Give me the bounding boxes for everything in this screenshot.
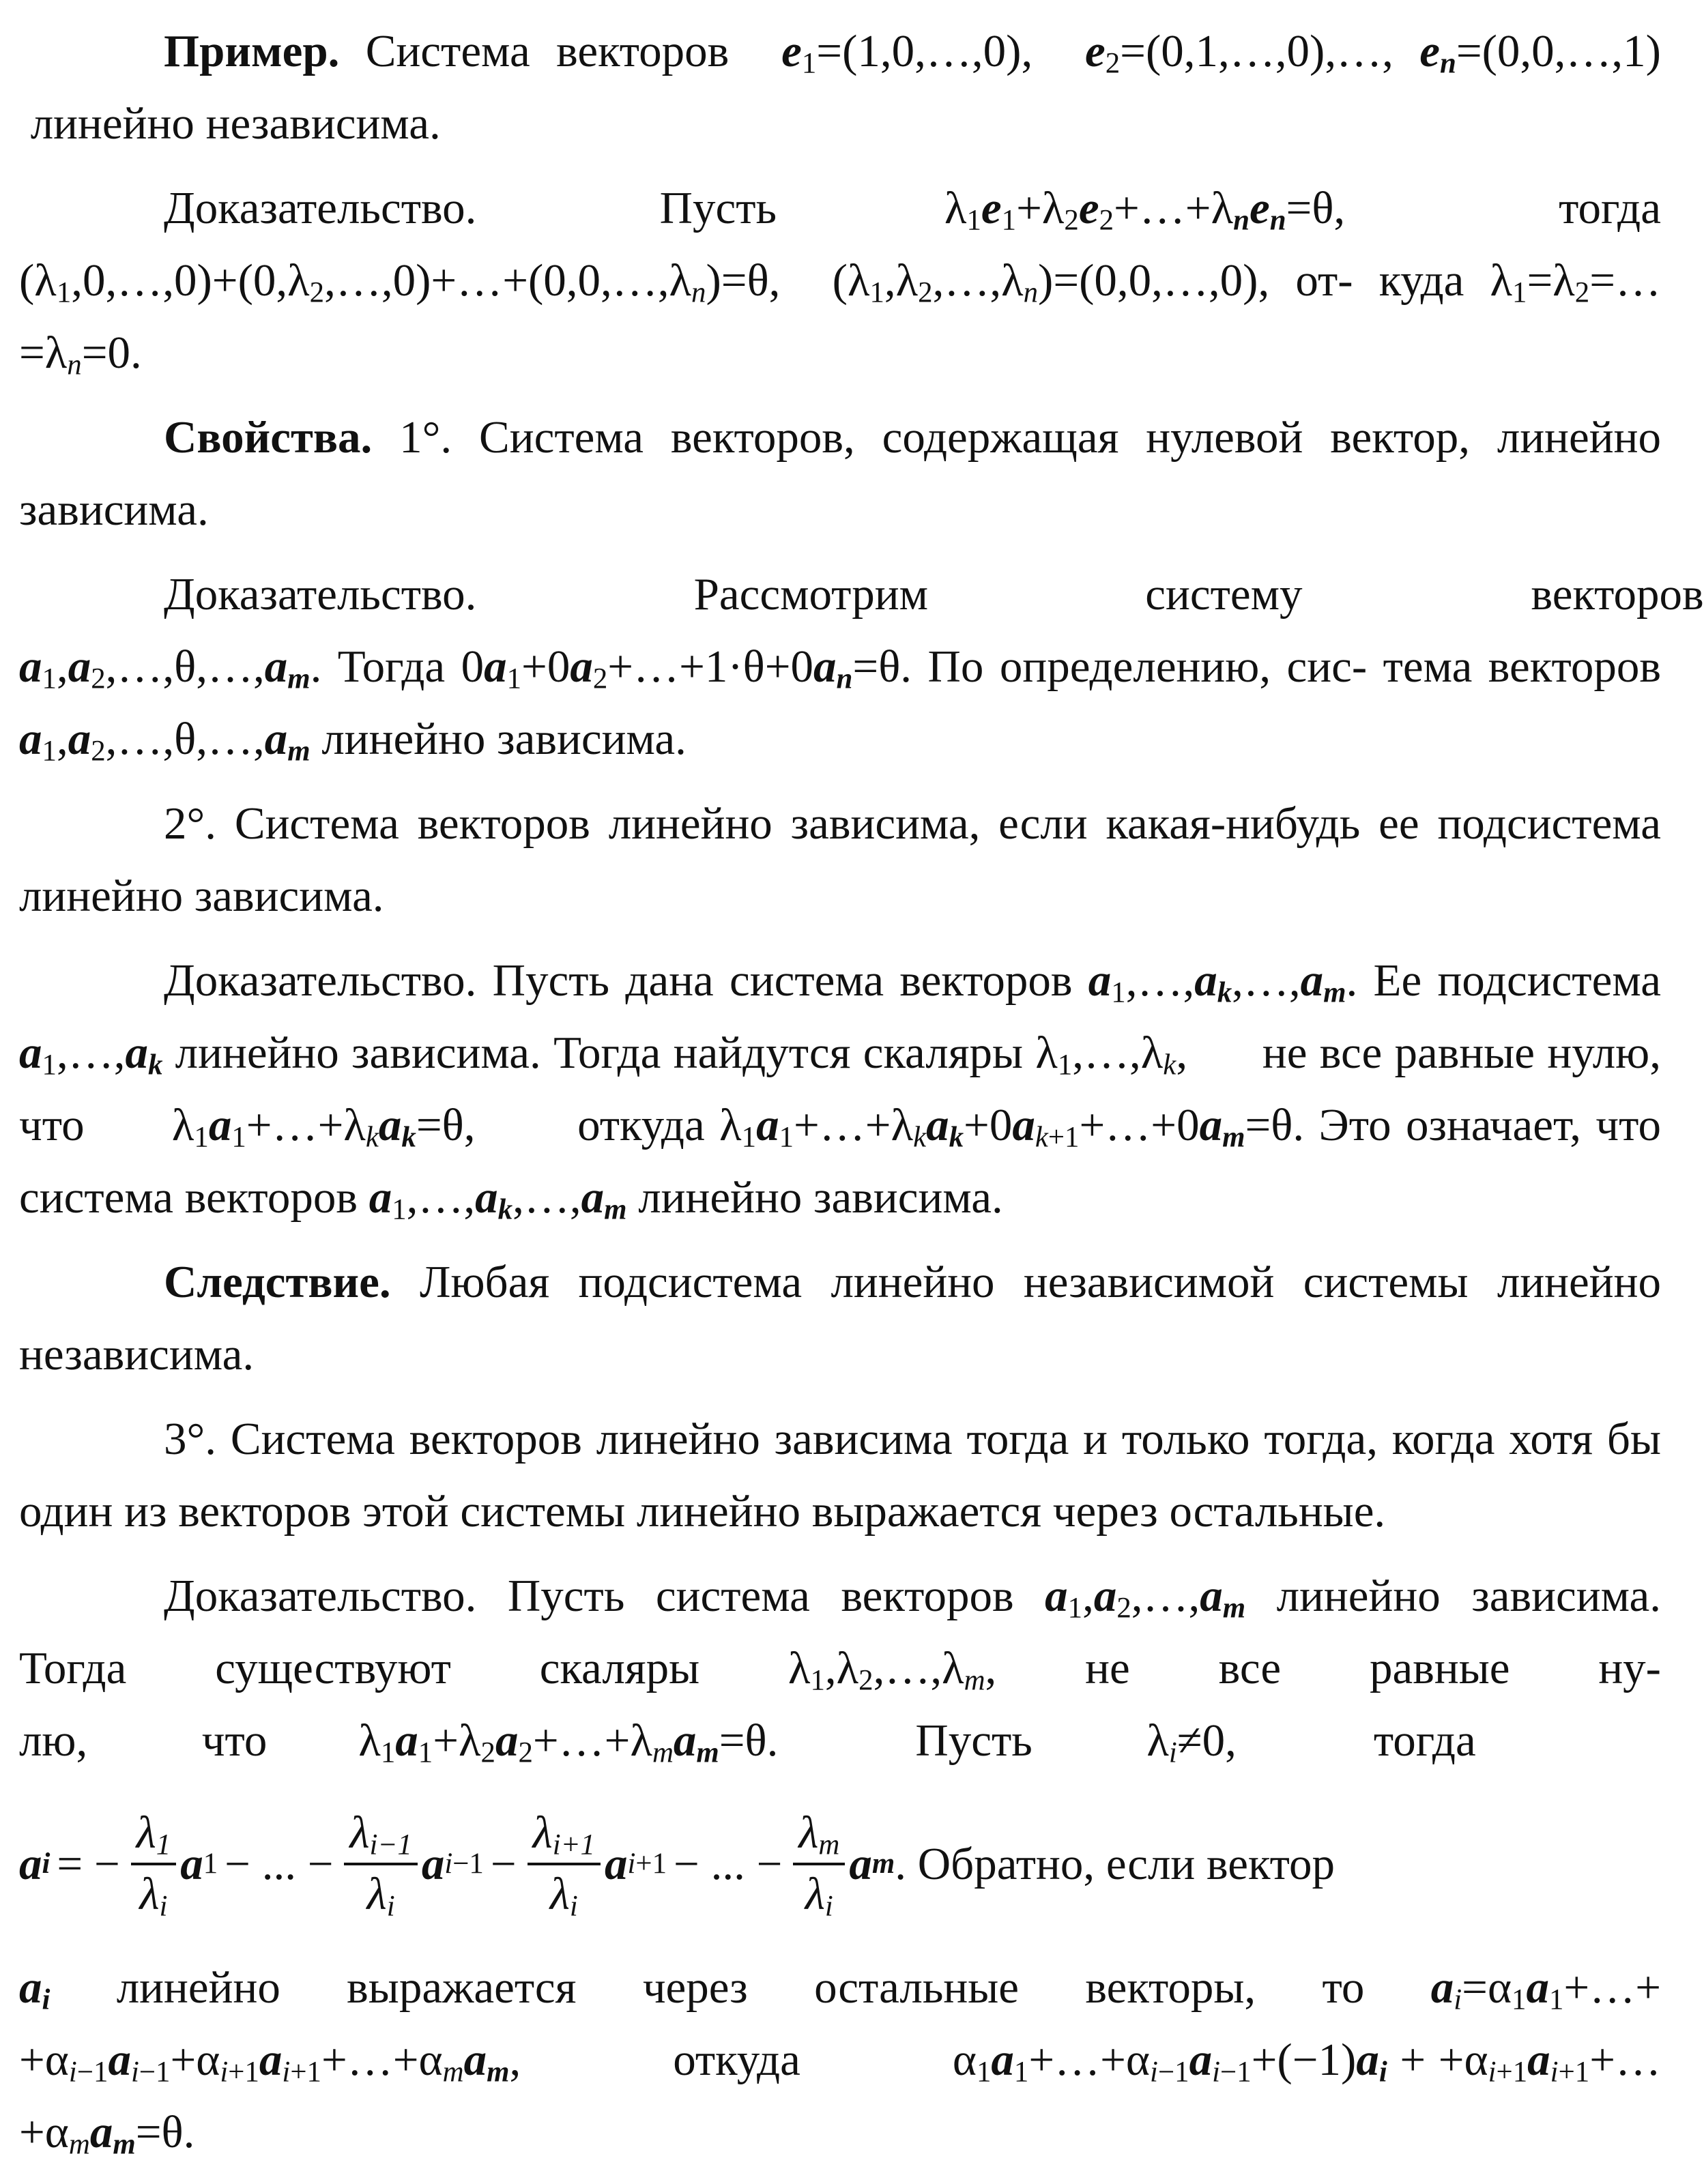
proof4-tail-paragraph: $a_i$ линейно выражается через остальные векторы, то $a_i=\alpha_1a_1+\dots+$ $+\alpha_{i-1}a_{i-1}+\alpha_{i+1}a_{i+1}+\dots+\alpha_ma_m$, откуда $\alpha_1a_1+\dots+\alpha_{i-1}a_{i-1}+(-1)a_i$ + $+\alpha_{i+1}a_{i+1}+\dots+\alpha_ma_m=\theta$. [19, 1962, 1661, 2161]
proof4-whence: откуда [673, 2035, 800, 2085]
proof1-lead: Пусть [659, 183, 777, 233]
proof2-by-def: . По определению, сис- [900, 641, 1368, 692]
proof4-let: Пусть [915, 1715, 1032, 1766]
proof2-system2: тема векторов [1383, 641, 1661, 692]
proof4-then: тогда [1373, 1715, 1476, 1766]
corollary-heading: Следствие. [164, 1257, 391, 1307]
proof3-whence: откуда [562, 1100, 705, 1150]
proof1-tail-word: от- [1295, 255, 1353, 306]
proof4-not-all: не все равные ну- [996, 1643, 1661, 1693]
proof4-then-exist: зависима. Тогда существуют скаляры [19, 1571, 1661, 1693]
example-heading: Пример. [164, 26, 340, 76]
proof1-label: Доказательство. [164, 183, 477, 233]
proof2-label: Доказательство. [164, 569, 477, 620]
proof3-intro: Доказательство. Пусть дана система векторов [164, 955, 1088, 1006]
proof2-vectors: векторов [1531, 569, 1704, 620]
proof4-conversely: . Обратно, если вектор [895, 1839, 1335, 1889]
formula-ai: a i = − $\frac{\lambda_1}{\lambda_i}$ a 1 − ... − $\frac{\lambda_{i-1}}{\lambda_i}$ a i −1 − $\frac{\lambda_{i+1}}{\lambda_i}$ a i +1 − ... − $\frac{\lambda_m}{\lambda_i}$ a m . Обратно, если вектор [19, 1807, 1335, 1923]
properties-heading: Свойства. [164, 412, 373, 463]
proof1-then: тогда [1559, 183, 1661, 233]
proof2-paragraph: Доказательство. Рассмотрим систему векторов $a_1,a_2,\dots,\theta,\dots,a_m$. Тогда $0a_1+0a_2+\dots+1\cdot\theta+0a_n=\theta$. По определению, сис- тема векторов $a_1,a_2,\dots,\theta,\dots,a_m$ линейно зависима. [19, 569, 1704, 768]
property2-paragraph: 2°. Система векторов линейно зависима, если какая-нибудь ее подсистема линейно зависима. [19, 798, 1661, 921]
proof2-consider: Рассмотрим [693, 569, 928, 620]
proof4-that: что [201, 1715, 268, 1766]
proof4-paragraph: Доказательство. Пусть система векторов $a_1,a_2,\dots,a_m$ линейно зависима. Тогда существуют скаляры $\lambda_1,\lambda_2,\dots,\lambda_m$, не все равные ну- лю, что $\lambda_1a_1+\lambda_2a_2+\dots+\lambda_ma_m=\theta$. Пусть $\lambda_i\ne 0$, тогда [19, 1571, 1661, 1769]
corollary-text: Любая подсистема линейно независимой системы линейно независима. [19, 1257, 1661, 1380]
proof2-system: систему [1145, 569, 1303, 620]
proof3-means: . Это означает, что система векторов [19, 1100, 1661, 1223]
proof1-tail: куда [1378, 255, 1464, 306]
corollary-paragraph [19, 1246, 1661, 1391]
example-text: Система векторов [339, 26, 755, 76]
proof3-subsys: Ее подсистема [1373, 955, 1661, 1006]
proof4-lyu: лю, [19, 1715, 88, 1766]
proof4-lin-word: линейно [1245, 1571, 1441, 1621]
proof1-paragraph: Доказательство. Пусть $\lambda_1e_1+\lambda_2e_2+\dots+\lambda_ne_n=\theta$, тогда $(\lambda_1,0,\dots,0)+(0,\lambda_2,\dots,0)+\dots+(0,0,\dots,\lambda_n)=\theta$, $(\lambda_1,\lambda_2,\dots,\lambda_n)=(0,0,\dots,0)$, от- куда $\lambda_1=\lambda_2=\dots=\lambda_n=0$. [19, 183, 1661, 381]
proof4-expresses: линейно выражается через остальные векторы, то [50, 1962, 1431, 2013]
proof3-paragraph: Доказательство. Пусть дана система векторов $a_1,\dots,a_k,\dots,a_m$. Ее подсистема $a_1,\dots,a_k$ линейно зависима. Тогда найдутся скаляры $\lambda_1,\dots,\lambda_k$, не все равные нулю, что $\lambda_1a_1+\dots+\lambda_ka_k=\theta$, откуда $\lambda_1a_1+\dots+\lambda_ka_k+0a_{k+1}+\dots+0a_m=\theta$. Это означает, что система векторов $a_1,\dots,a_k,\dots,a_m$ линейно зависима. [19, 955, 1661, 1226]
property3-paragraph: 3°. Система векторов линейно зависима тогда и только тогда, когда хотя бы один из векторов этой системы линейно выражается через остальные. [19, 1414, 1661, 1537]
proof3-lin-dep-then: линейно зависима. Тогда найдутся скаляры [162, 1028, 1024, 1078]
proof2-lin-dep: линейно зависима. [310, 714, 687, 764]
property1-text: 1°. Система векторов, содержащая нулевой вектор, линейно зависима. [19, 412, 1661, 535]
property1-paragraph [19, 401, 1661, 546]
example-paragraph: Пример. Система векторов $e_1=(1,0,\dots,0)$, $e_2=(0,1,\dots,0),\dots$, $e_n=(0,0,\dots,1)$ линейно независима. [19, 26, 1661, 149]
proof3-lin-dep: линейно зависима. [626, 1172, 1003, 1223]
proof3-not-all-zero: не все равные нулю, что [19, 1028, 1661, 1150]
proof4-intro: Доказательство. Пусть система векторов [164, 1571, 1045, 1621]
